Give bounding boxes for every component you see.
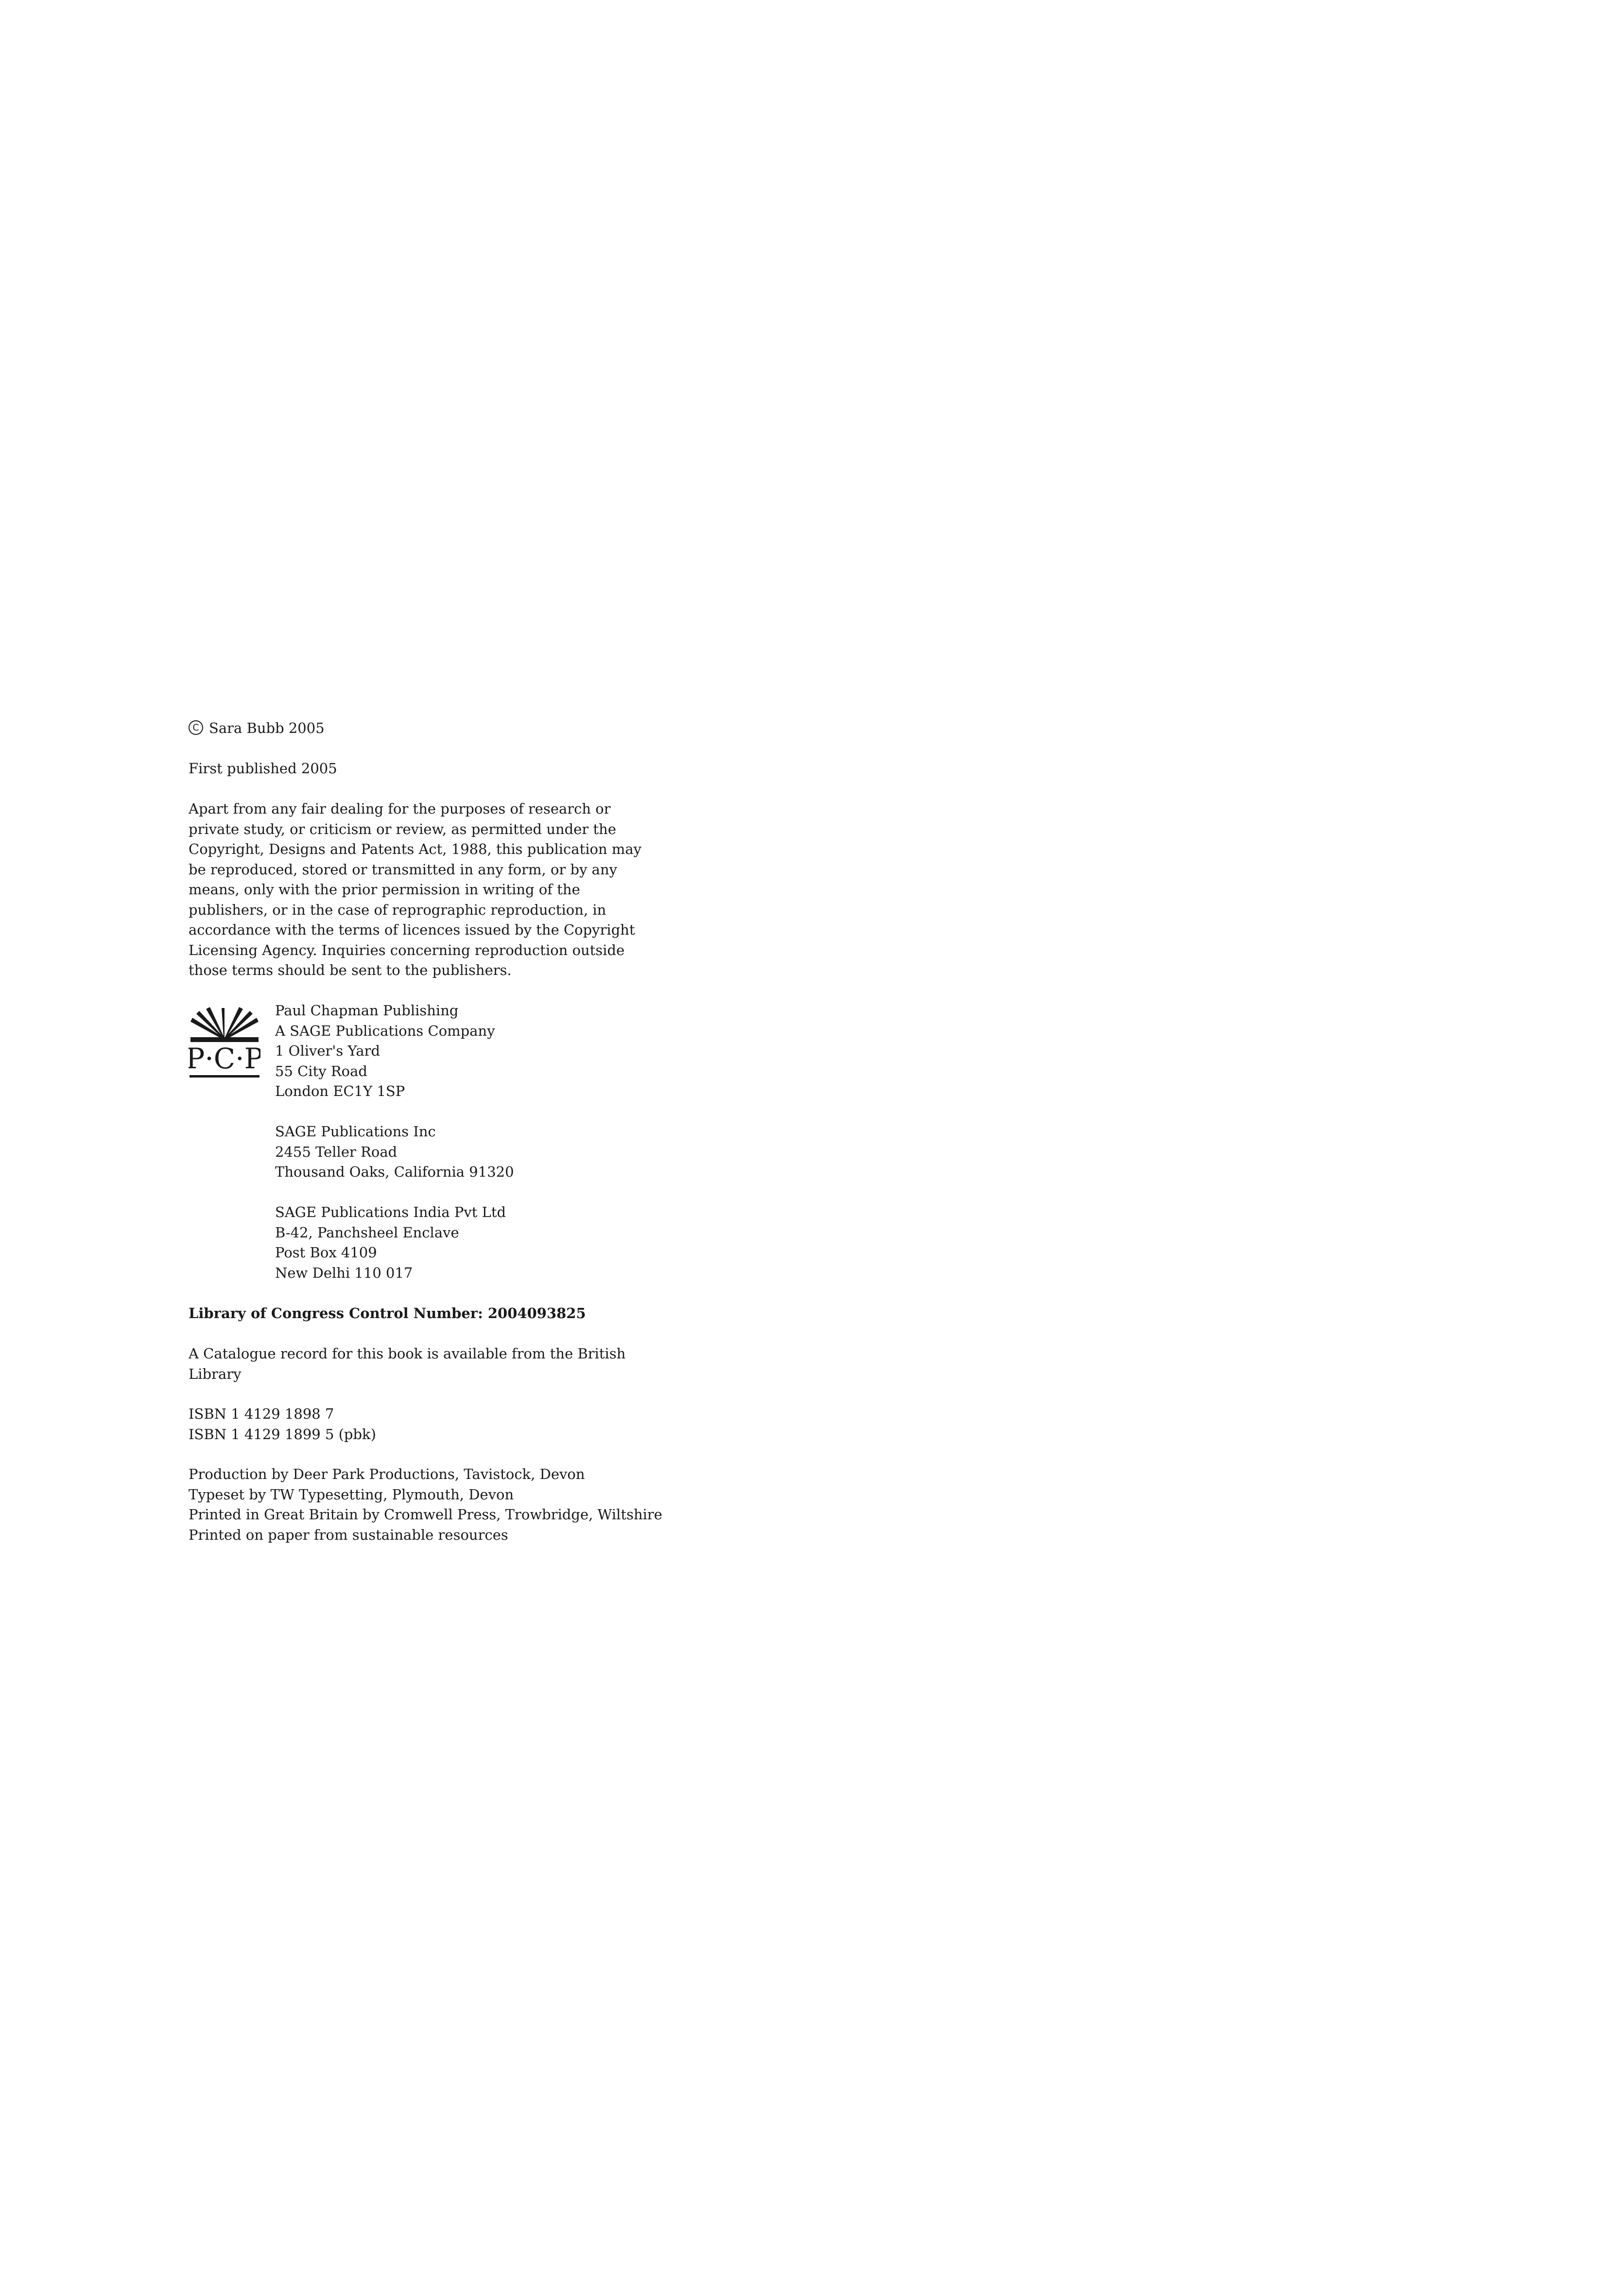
first-published-block: [189, 759, 674, 779]
address-line: B-42, Panchsheel Enclave: [275, 1224, 459, 1241]
rights-line: be reproduced, stored or transmitted in any form, or by any: [189, 861, 618, 878]
address-line: SAGE Publications India Pvt Ltd: [275, 1204, 506, 1220]
address-line: New Delhi 110 017: [275, 1264, 413, 1281]
rights-line: means, only with the prior permission in writing of the: [189, 881, 580, 898]
address-line: London EC1Y 1SP: [275, 1083, 405, 1099]
rights-paragraph: [189, 799, 674, 981]
address-sage-india: [275, 1202, 712, 1283]
open-book-icon: [189, 1007, 260, 1080]
catalogue-block: [189, 1344, 674, 1384]
rights-line: Licensing Agency. Inquiries concerning reproduction outside: [189, 941, 625, 958]
loc-control-block: [189, 1304, 674, 1324]
production-line: Printed on paper from sustainable resources: [189, 1526, 508, 1543]
catalogue-line: A Catalogue record for this book is available from the British: [189, 1345, 626, 1362]
address-line: 2455 Teller Road: [275, 1143, 397, 1160]
address-sage-inc: [275, 1122, 712, 1183]
copyright-holder: Sara Bubb 2005: [209, 720, 325, 736]
copyright-block: [189, 718, 674, 739]
copyright-symbol-icon: C: [189, 720, 203, 735]
production-line: Typeset by TW Typesetting, Plymouth, Devon: [189, 1486, 514, 1503]
isbn-line: ISBN 1 4129 1898 7: [189, 1406, 334, 1422]
production-line: Production by Deer Park Productions, Tavistock, Devon: [189, 1466, 585, 1482]
rights-line: Copyright, Designs and Patents Act, 1988, this publication may: [189, 841, 642, 857]
production-line: Printed in Great Britain by Cromwell Press, Trowbridge, Wiltshire: [189, 1506, 662, 1523]
rights-line: accordance with the terms of licences issued by the Copyright: [189, 922, 635, 938]
address-line: Paul Chapman Publishing: [275, 1002, 459, 1019]
first-published-line: First published 2005: [189, 760, 337, 777]
address-line: 55 City Road: [275, 1062, 367, 1079]
loc-control-number: Library of Congress Control Number: 2004093825: [189, 1305, 586, 1322]
address-paul-chapman: [275, 1001, 712, 1102]
rights-line: those terms should be sent to the publishers.: [189, 962, 512, 978]
logo-text: P·C·P: [189, 1042, 260, 1075]
production-block: [189, 1464, 674, 1545]
pcp-logo: [189, 1007, 260, 1080]
address-line: A SAGE Publications Company: [275, 1022, 495, 1039]
catalogue-line: Library: [189, 1365, 242, 1382]
rights-line: private study, or criticism or review, as permitted under the: [189, 820, 616, 837]
isbn-block: [189, 1404, 674, 1444]
address-line: Thousand Oaks, California 91320: [275, 1164, 514, 1180]
address-line: Post Box 4109: [275, 1244, 377, 1261]
rights-line: Apart from any fair dealing for the purposes of research or: [189, 800, 611, 817]
address-line: SAGE Publications Inc: [275, 1123, 436, 1140]
rights-line: publishers, or in the case of reprographic reproduction, in: [189, 901, 606, 918]
copyright-line: [189, 718, 674, 739]
isbn-line: ISBN 1 4129 1899 5 (pbk): [189, 1426, 376, 1443]
address-line: 1 Oliver's Yard: [275, 1043, 380, 1059]
